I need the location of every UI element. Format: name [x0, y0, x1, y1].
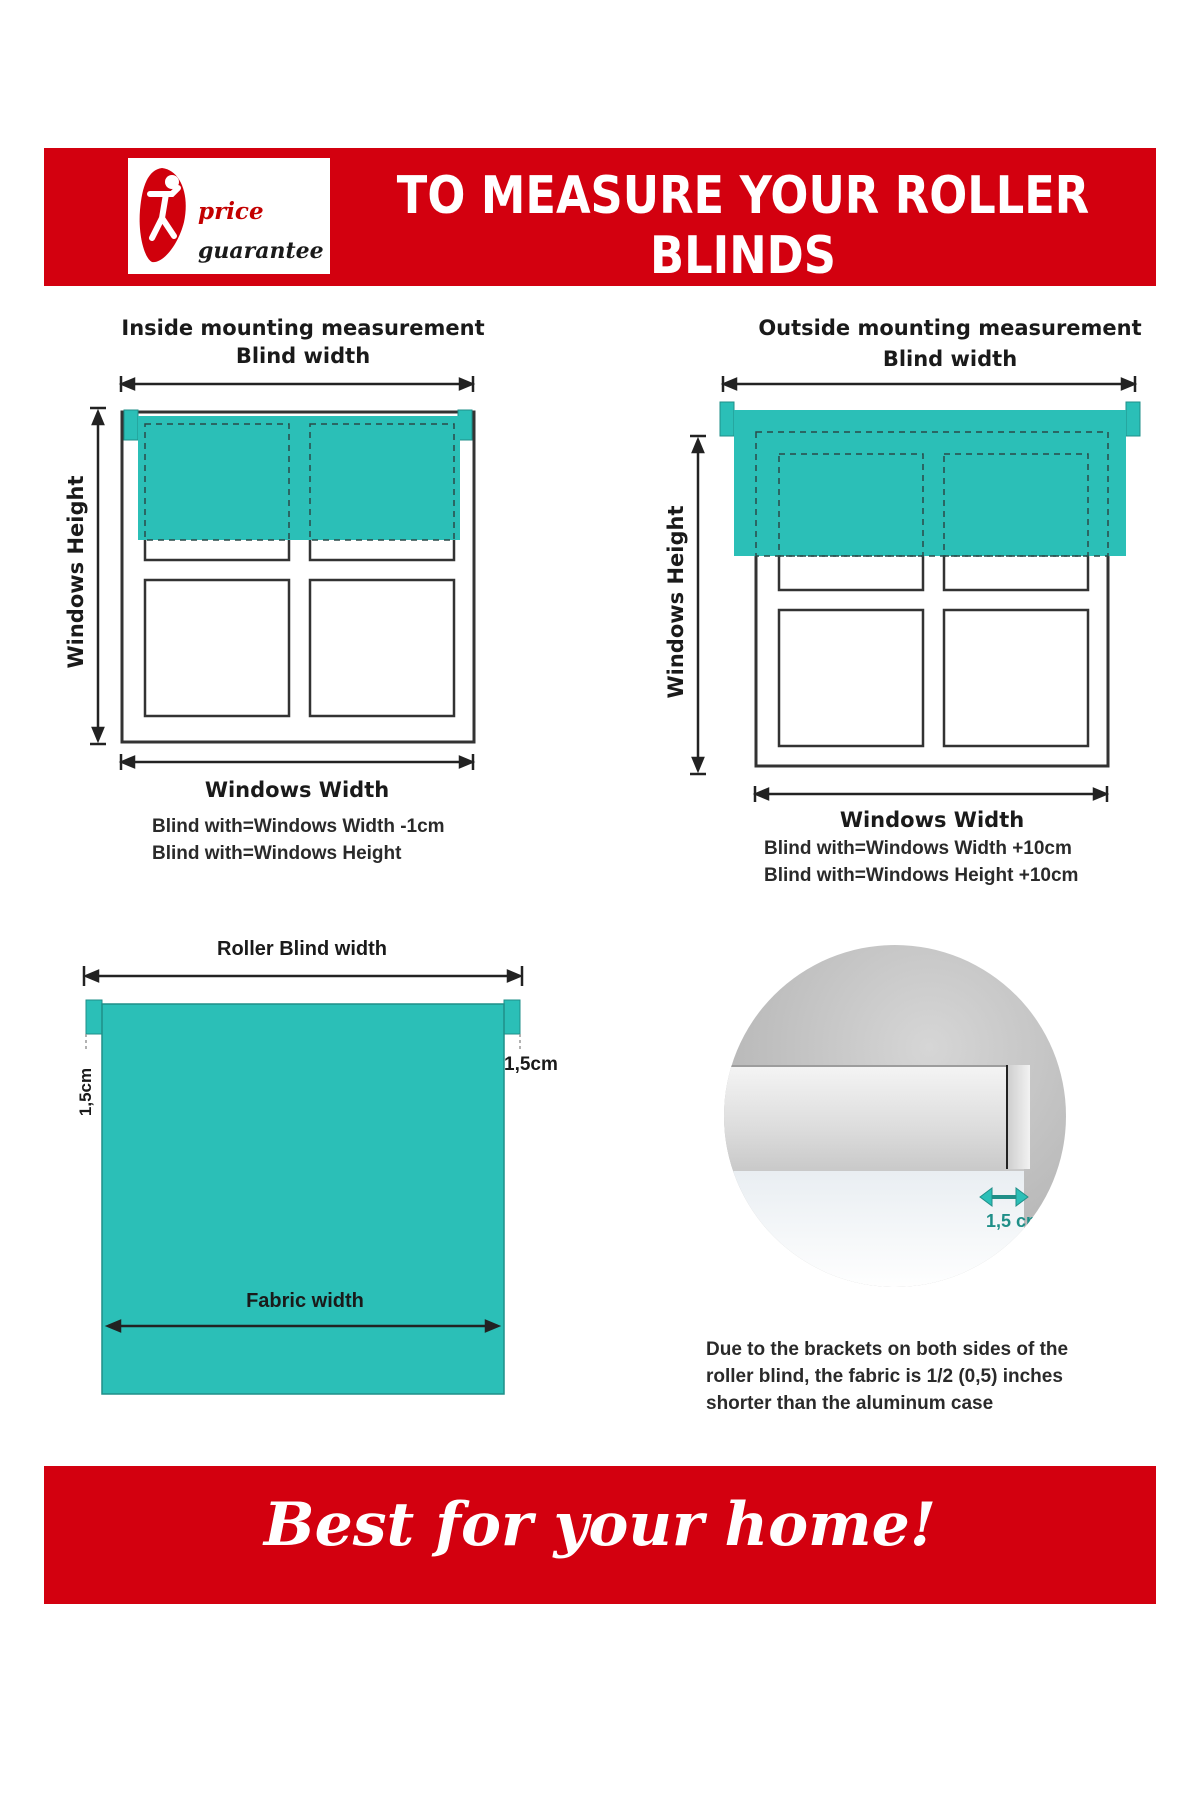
- inside-subheading: Blind width: [235, 344, 371, 368]
- windows-width-arrow: [755, 786, 1107, 802]
- window-pane: [779, 610, 923, 746]
- inside-note-1: Blind with=Windows Width -1cm: [152, 816, 445, 837]
- offset-callout: 1,5 cm: [986, 1211, 1043, 1231]
- outside-subheading: Blind width: [882, 347, 1018, 371]
- double-arrow-icon: [724, 945, 1066, 1287]
- fabric-width-label: Fabric width: [246, 1290, 364, 1312]
- outside-height-label: Windows Height: [664, 505, 688, 699]
- window-pane: [944, 610, 1088, 746]
- left-offset-label: 1,5cm: [76, 1067, 95, 1117]
- logo-text-guarantee: guarantee: [198, 238, 324, 264]
- blind-width-arrow: [723, 376, 1135, 392]
- inside-note-2: Blind with=Windows Height: [152, 843, 402, 864]
- bracket: [720, 402, 734, 436]
- roller-blind-diagram: [0, 0, 600, 1420]
- inside-height-label: Windows Height: [64, 475, 88, 669]
- fabric: [102, 1004, 504, 1394]
- footer-slogan: Best for your home!: [263, 1490, 937, 1560]
- bracket: [1126, 402, 1140, 436]
- logo-text-price: price: [198, 198, 264, 225]
- photo-caption-1: Due to the brackets on both sides of the: [706, 1339, 1069, 1360]
- bracket: [86, 1000, 102, 1034]
- inside-width-label: Windows Width: [204, 778, 390, 802]
- bracket: [504, 1000, 520, 1034]
- outside-note-2: Blind with=Windows Height +10cm: [764, 865, 1079, 886]
- roller-width-heading: Roller Blind width: [217, 938, 387, 960]
- windows-height-arrow: [690, 436, 706, 774]
- outside-width-label: Windows Width: [839, 808, 1025, 832]
- photo-caption-3: shorter than the aluminum case: [706, 1393, 994, 1414]
- right-offset-label: 1,5cm: [504, 1054, 558, 1075]
- roller-width-arrow: [84, 966, 522, 986]
- outside-heading: Outside mounting measurement: [758, 316, 1142, 340]
- inside-heading: Inside mounting measurement: [121, 316, 485, 340]
- page-title: TO MEASURE YOUR ROLLER BLINDS: [396, 166, 1090, 286]
- photo-caption-2: roller blind, the fabric is 1/2 (0,5) inches: [706, 1366, 1063, 1387]
- outside-note-1: Blind with=Windows Width +10cm: [764, 838, 1072, 859]
- bracket-photo: [724, 945, 1066, 1287]
